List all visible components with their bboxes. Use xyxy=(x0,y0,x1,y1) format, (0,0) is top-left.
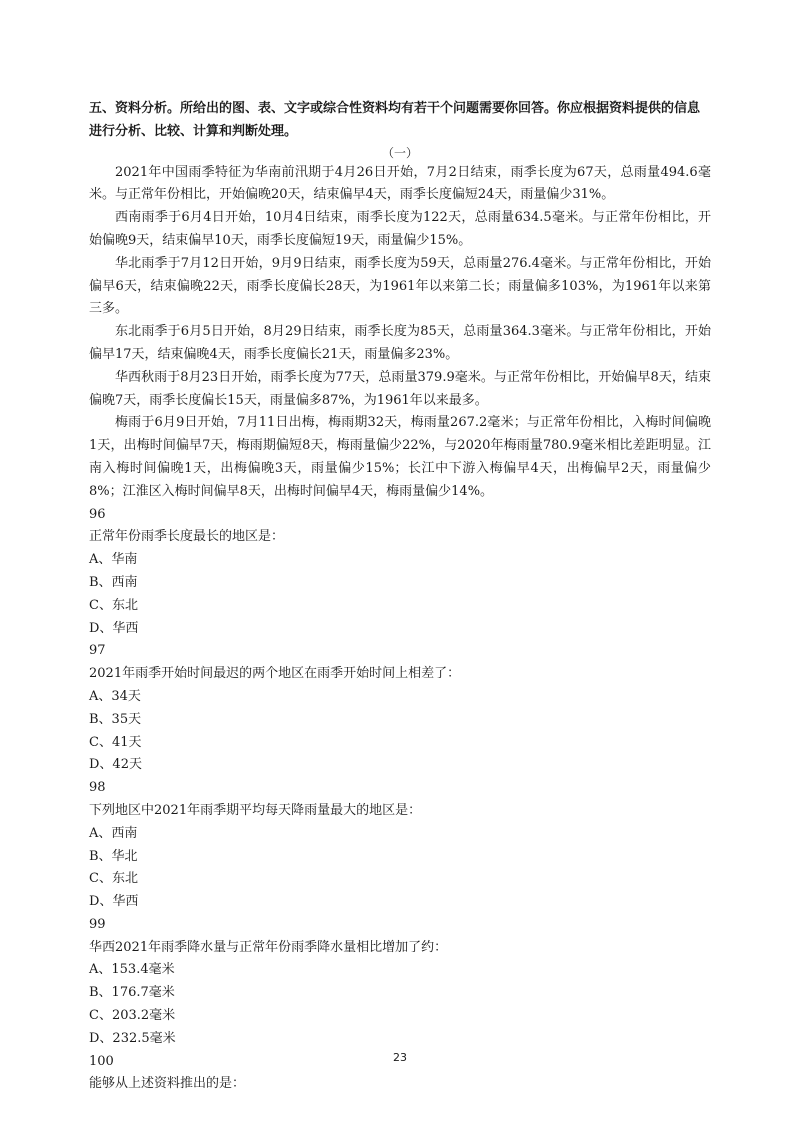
paragraph-huaxi: 华西秋雨于8月23日开始，雨季长度为77天，总雨量379.9毫米。与正常年份相比，开始偏早8天，结束偏晚7天，雨季长度偏长15天，雨量偏多87%，为1961年以来最多。 xyxy=(89,369,711,408)
option-b: B、西南 xyxy=(89,574,138,590)
paragraph-huabei: 华北雨季于7月12日开始，9月9日结束，雨季长度为59天，总雨量276.4毫米。与正常年份相比，开始偏早6天，结束偏晚22天，雨季长度偏长28天，为1961年以来第二长；雨量偏多103%，为1961年以来第三多。 xyxy=(89,255,711,317)
option-b: B、35天 xyxy=(89,711,142,727)
option-b: B、华北 xyxy=(89,848,138,864)
section-mark: （一） xyxy=(381,145,418,160)
option-a: A、34天 xyxy=(89,688,141,704)
option-d: D、232.5毫米 xyxy=(89,1030,176,1046)
option-d: D、华西 xyxy=(89,620,139,636)
option-d: D、华西 xyxy=(89,894,139,910)
question-99 xyxy=(89,914,711,1051)
question-98 xyxy=(89,777,711,914)
paragraph-meiyu: 梅雨于6月9日开始，7月11日出梅，梅雨期32天，梅雨量267.2毫米；与正常年份相比，入梅时间偏晚1天，出梅时间偏早7天，梅雨期偏短8天，梅雨量偏少22%，与2020年梅雨量780.9毫米相比差距明显。江南入梅时间偏晚1天，出梅偏晚3天，雨量偏少15%；长江中下游入梅偏早4天，出梅偏早2天，雨量偏少8%；江淮区入梅时间偏早8天，出梅时间偏早4天，梅雨量偏少14%。 xyxy=(89,415,711,499)
page-content xyxy=(89,98,711,1096)
question-number: 97 xyxy=(89,643,106,659)
question-text: 华西2021年雨季降水量与正常年份雨季降水量相比增加了约： xyxy=(89,939,448,955)
section-heading: 五、资料分析。所给出的图、表、文字或综合性资料均有若干个问题需要你回答。你应根据资料提供的信息进行分析、比较、计算和判断处理。 xyxy=(89,101,701,139)
page-number: 23 xyxy=(393,1051,407,1064)
option-d: D、42天 xyxy=(89,757,142,773)
option-a: A、153.4毫米 xyxy=(89,962,175,978)
option-a: A、西南 xyxy=(89,825,138,841)
question-number: 96 xyxy=(89,506,106,522)
question-text: 下列地区中2021年雨季期平均每天降雨量最大的地区是： xyxy=(89,802,422,818)
question-97 xyxy=(89,640,711,777)
paragraph-huanan: 2021年中国雨季特征为华南前汛期于4月26日开始，7月2日结束，雨季长度为67天，总雨量494.6毫米。与正常年份相比，开始偏晚20天，结束偏早4天，雨季长度偏短24天，雨量偏少31%。 xyxy=(89,164,711,203)
question-number: 98 xyxy=(89,780,106,796)
question-text: 2021年雨季开始时间最迟的两个地区在雨季开始时间上相差了： xyxy=(89,666,461,682)
question-text: 能够从上述资料推出的是： xyxy=(89,1076,246,1092)
option-c: C、东北 xyxy=(89,597,138,613)
option-a: A、华南 xyxy=(89,552,138,568)
question-text: 正常年份雨季长度最长的地区是： xyxy=(89,529,285,545)
question-number: 100 xyxy=(89,1053,114,1069)
option-c: C、东北 xyxy=(89,871,138,887)
paragraph-dongbei: 东北雨季于6月5日开始，8月29日结束，雨季长度为85天，总雨量364.3毫米。与正常年份相比，开始偏早17天，结束偏晚4天，雨季长度偏长21天，雨量偏多23%。 xyxy=(89,324,711,362)
paragraph-xinan: 西南雨季于6月4日开始，10月4日结束，雨季长度为122天，总雨量634.5毫米。与正常年份相比，开始偏晚9天，结束偏早10天，雨季长度偏短19天，雨量偏少15%。 xyxy=(89,210,711,248)
option-b: B、176.7毫米 xyxy=(89,985,175,1001)
question-96 xyxy=(89,504,711,641)
option-c: C、203.2毫米 xyxy=(89,1008,176,1024)
question-number: 99 xyxy=(89,916,106,932)
option-c: C、41天 xyxy=(89,734,142,750)
